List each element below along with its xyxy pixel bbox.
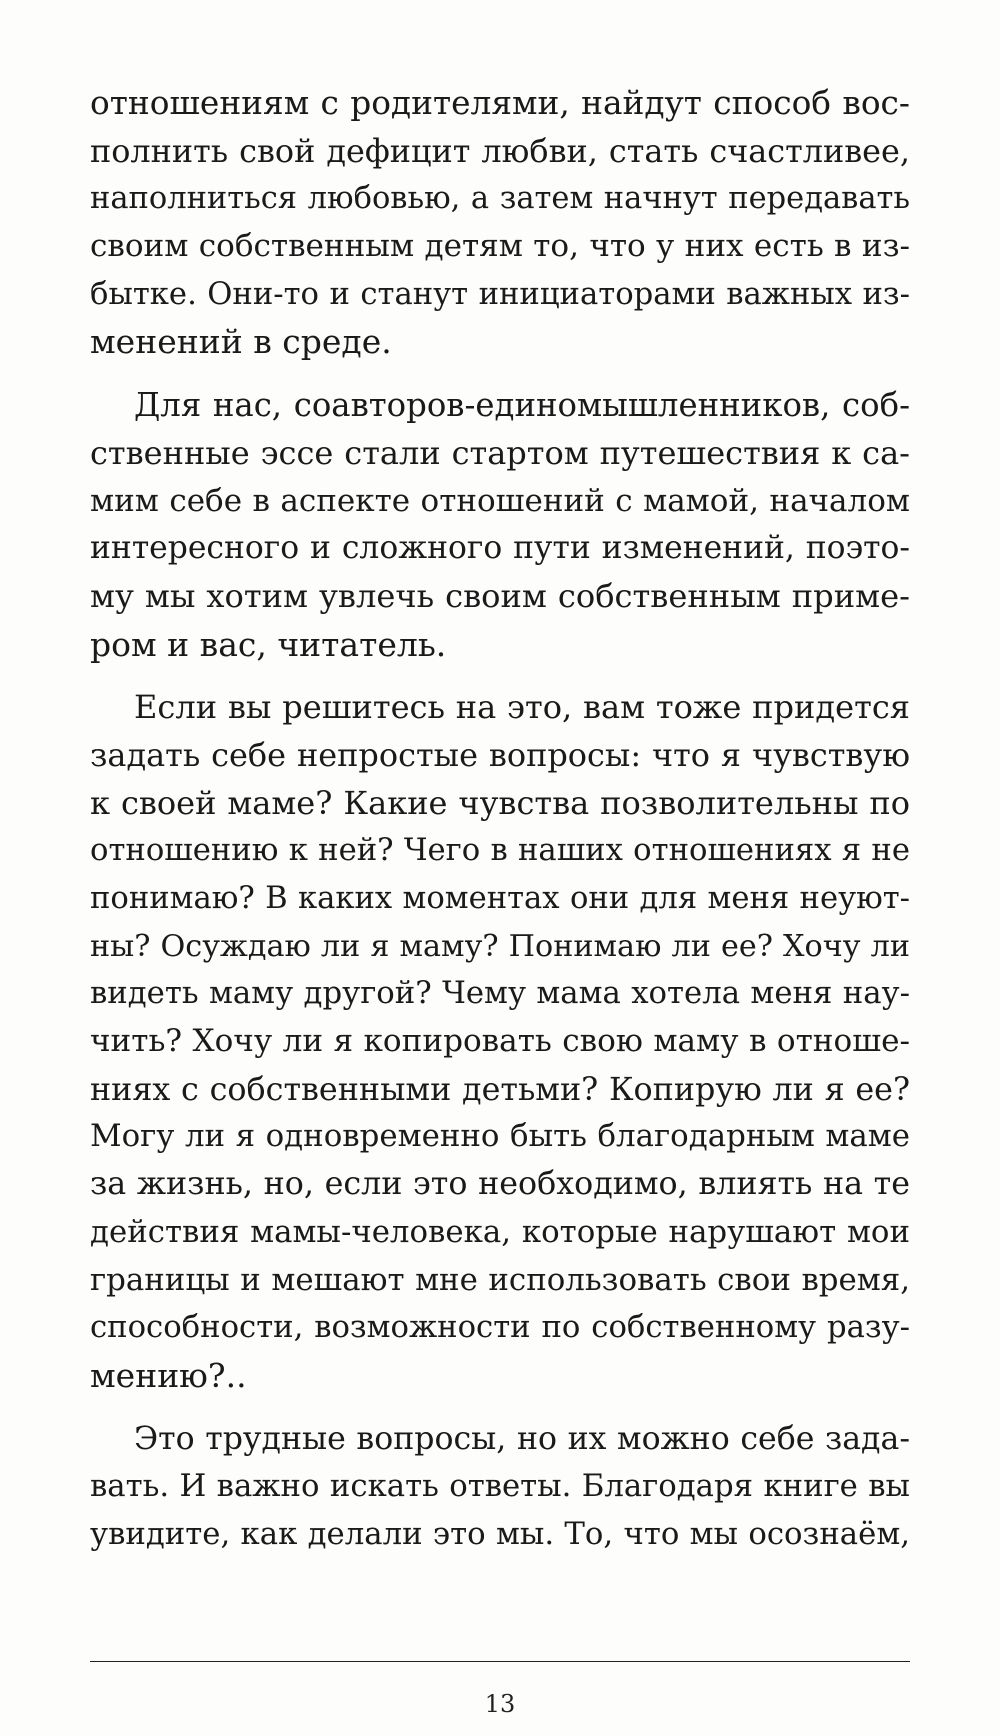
- page-number: 13: [484, 1690, 516, 1718]
- text-line: му мы хотим увлечь своим собственным приме-: [90, 576, 910, 615]
- text-line: Могу ли я одновременно быть благодарным маме: [90, 1118, 910, 1155]
- footer-rule: [90, 1661, 910, 1662]
- text-line: ны? Осуждаю ли я маму? Понимаю ли ее? Хочу ли: [90, 928, 910, 964]
- text-line: действия мамы-человека, которые нарушают мои: [90, 1213, 910, 1250]
- text-line: Это трудные вопросы, но их можно себе зада-: [134, 1420, 910, 1457]
- body-text: [90, 80, 910, 1559]
- text-line: мим себе в аспекте отношений с мамой, началом: [90, 482, 910, 519]
- text-line: увидите, как делали это мы. То, что мы осознаём,: [90, 1515, 910, 1552]
- text-line: мению?..: [90, 1355, 247, 1395]
- text-line: понимаю? В каких моментах они для меня неуют-: [90, 881, 910, 916]
- text-line: отношению к ней? Чего в наших отношениях я не: [90, 833, 910, 869]
- text-line: видеть маму другой? Чему мама хотела меня нау-: [90, 975, 910, 1012]
- text-line: границы и мешают мне использовать свои время,: [90, 1261, 910, 1298]
- paragraph-2: [90, 382, 910, 668]
- text-line: отношениям с родителями, найдут способ вос-: [90, 84, 910, 122]
- paragraph-4: [90, 1416, 910, 1559]
- text-line: способности, возможности по собственному разу-: [90, 1310, 910, 1346]
- text-line: ром и вас, читатель.: [90, 624, 447, 664]
- text-line: вать. И важно искать ответы. Благодаря книге вы: [90, 1468, 910, 1505]
- text-line: полнить свой дефицит любви, стать счастливее,: [90, 131, 910, 170]
- text-line: Для нас, соавторов-единомышленников, соб-: [134, 386, 910, 425]
- text-line: задать себе непростые вопросы: что я чувствую: [90, 735, 910, 774]
- paragraph-1: [90, 80, 910, 366]
- paragraph-3: [90, 684, 910, 1399]
- text-line: наполниться любовью, а затем начнут передавать: [90, 181, 910, 217]
- text-line: чить? Хочу ли я копировать свою маму в отноше-: [90, 1023, 910, 1060]
- text-line: ниях с собственными детьми? Копирую ли я ее?: [90, 1070, 910, 1108]
- text-line: своим собственным детям то, что у них есть в из-: [90, 228, 910, 265]
- text-line: менений в среде.: [90, 322, 392, 362]
- text-line: Если вы решитесь на это, вам тоже придется: [134, 688, 910, 727]
- text-line: бытке. Они-то и станут инициаторами важных из-: [90, 276, 910, 312]
- text-line: за жизнь, но, если это необходимо, влиять на те: [90, 1166, 910, 1203]
- text-line: ственные эссе стали стартом путешествия к са-: [90, 433, 910, 472]
- text-line: к своей маме? Какие чувства позволительны по: [90, 783, 910, 822]
- text-line: интересного и сложного пути изменений, поэто-: [90, 530, 910, 567]
